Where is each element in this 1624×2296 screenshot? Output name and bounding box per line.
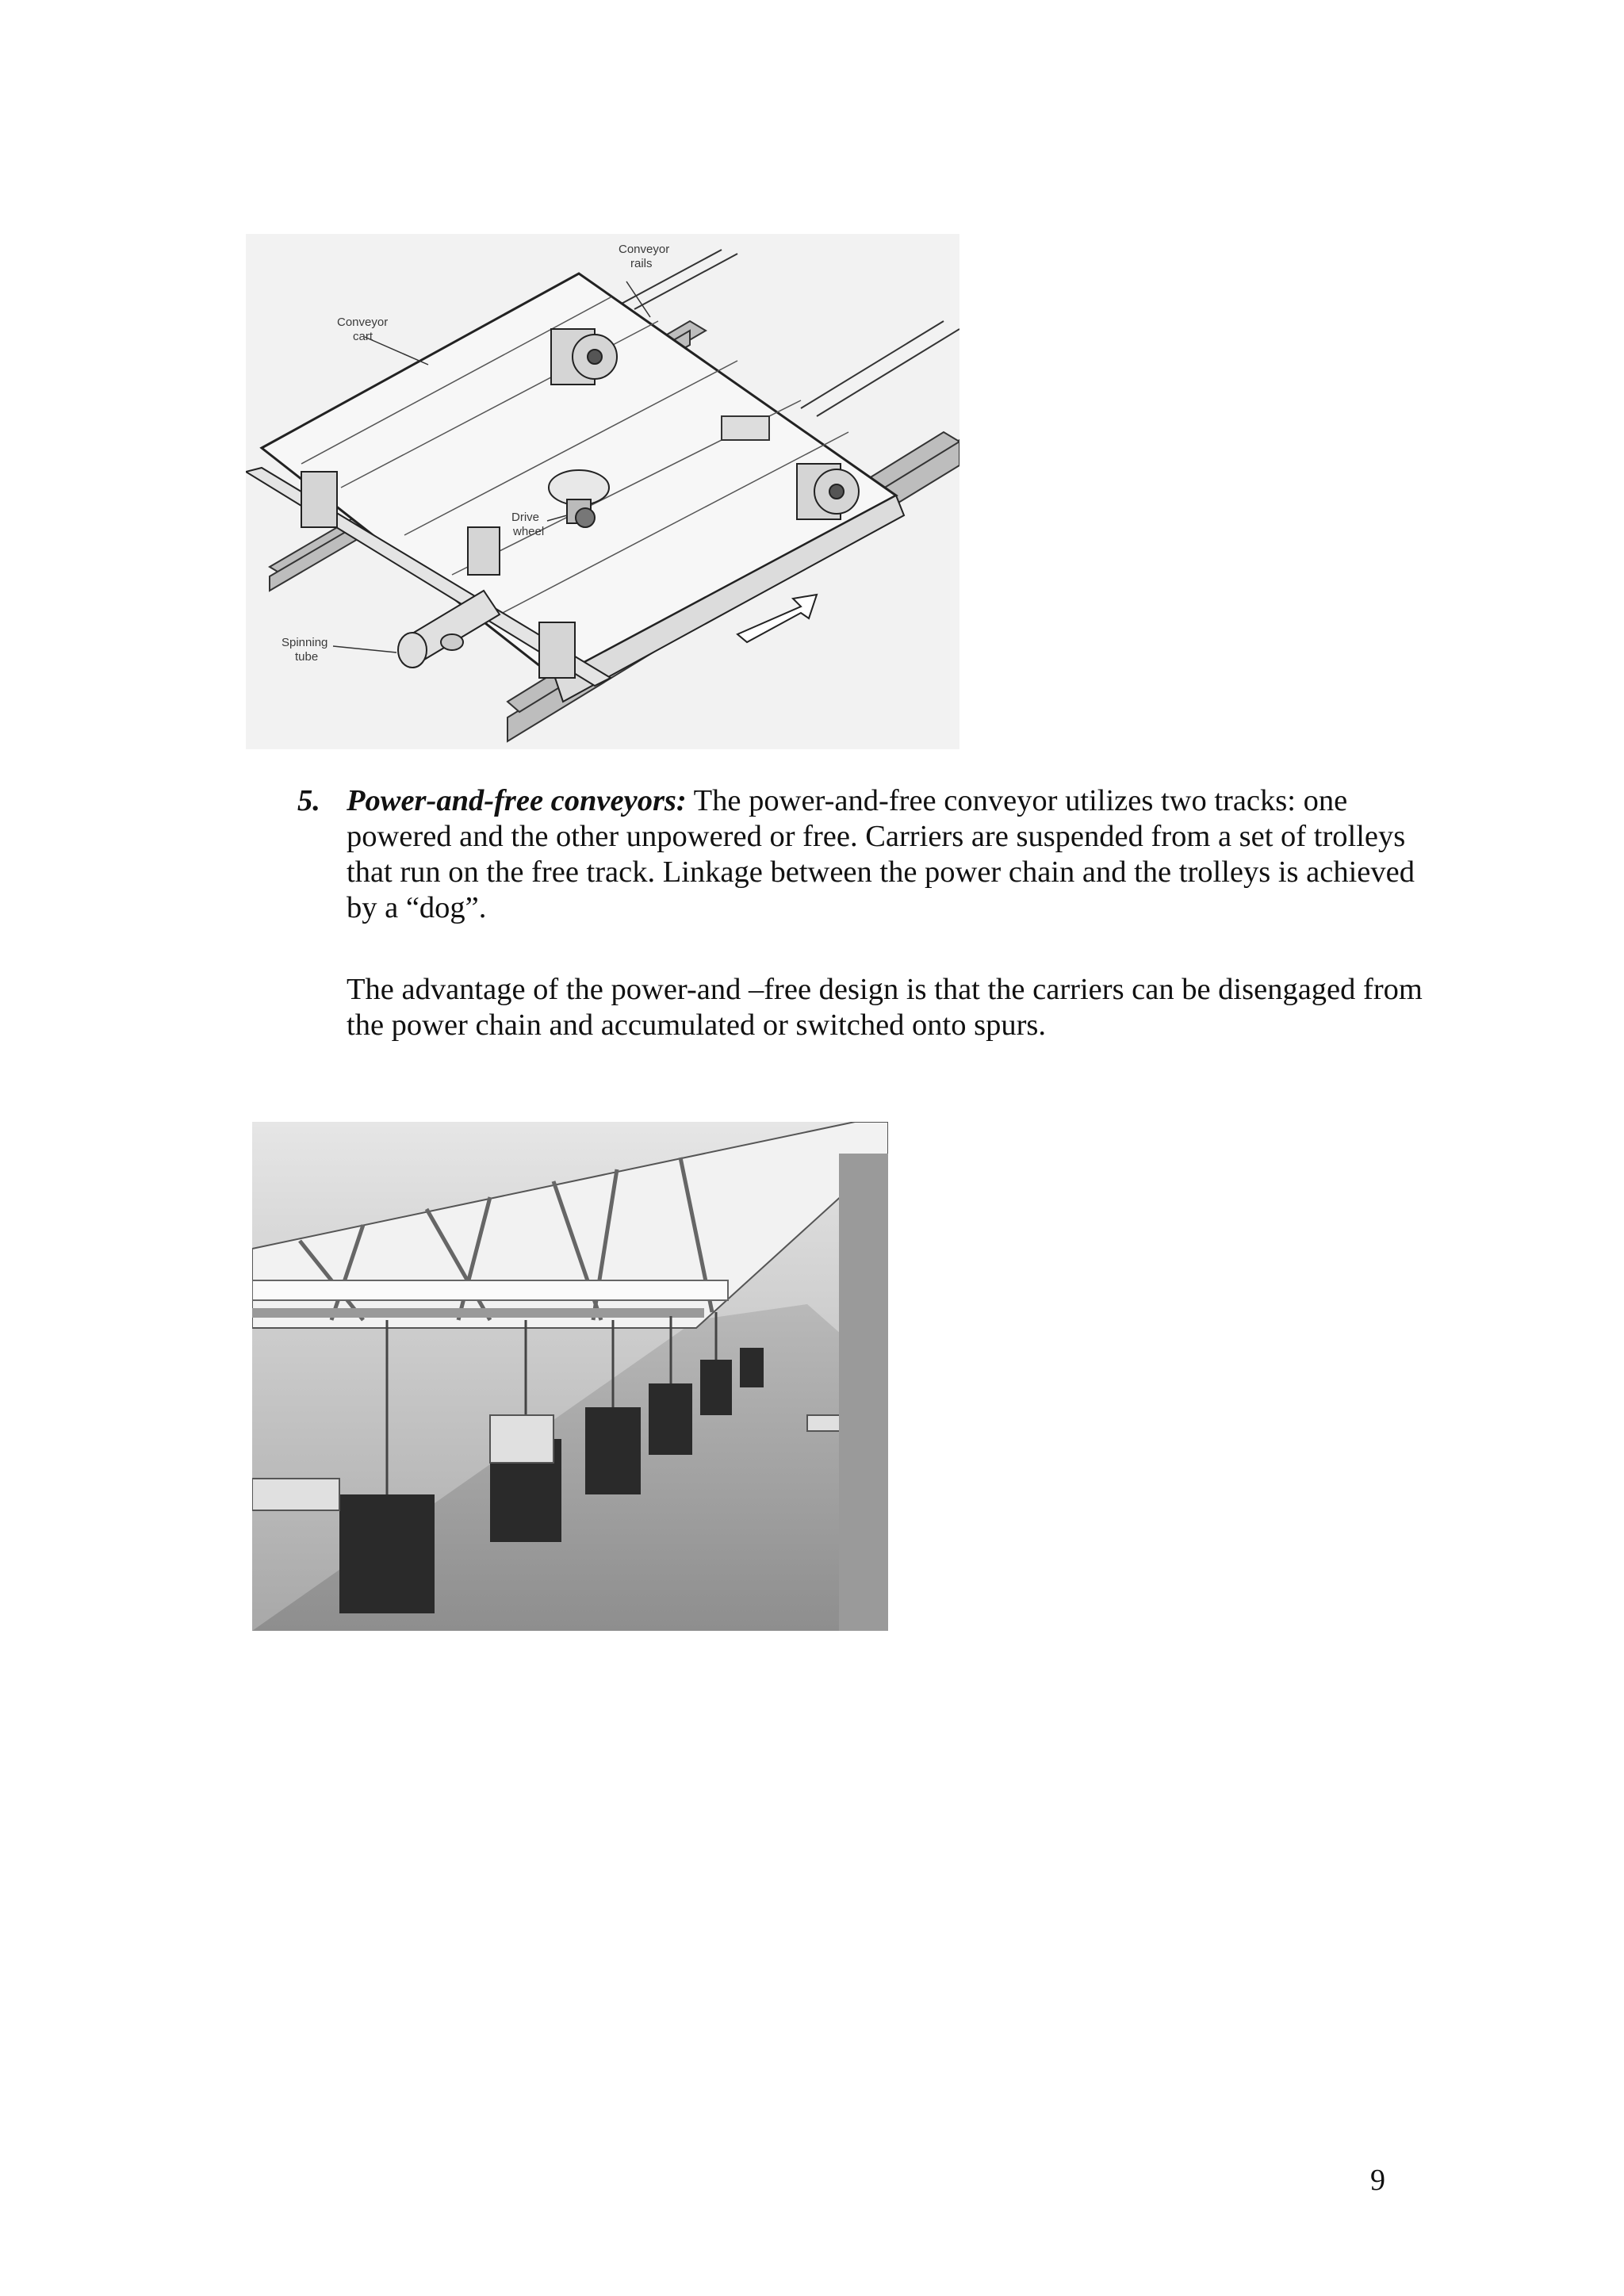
label-drive-wheel-2: wheel — [513, 525, 545, 538]
conveyor-cart-diagram — [246, 234, 959, 749]
list-item-5 — [297, 783, 1423, 926]
item-number: 5. — [297, 784, 320, 817]
label-conveyor-cart-1: Conveyor — [337, 316, 389, 329]
item-body — [347, 783, 1423, 926]
label-drive-wheel-1: Drive — [511, 511, 540, 524]
label-conveyor-cart-2: cart — [353, 330, 373, 343]
page-number: 9 — [1370, 2164, 1385, 2197]
label-spinning-tube-1: Spinning — [282, 636, 328, 649]
item-term: Power-and-free conveyors: — [347, 784, 687, 817]
label-conveyor-rails-1: Conveyor — [619, 243, 670, 256]
conveyor-photo-svg — [252, 1122, 888, 1631]
item-description: The power-and-free conveyor utilizes two tracks: one powered and the other unpowered or free. Carriers are suspended from a set of trolleys that run on the free track. Linkage between the power chain and the trolleys is achieved by a “dog”. — [347, 784, 1415, 924]
label-spinning-tube-2: tube — [295, 650, 319, 664]
label-conveyor-rails-2: rails — [630, 257, 653, 270]
cart-diagram-svg — [246, 234, 959, 749]
conveyor-line-photo — [252, 1122, 888, 1631]
advantage-paragraph: The advantage of the power-and –free design is that the carriers can be disengaged from the power chain and accumulated or switched onto spurs. — [347, 973, 1423, 1042]
